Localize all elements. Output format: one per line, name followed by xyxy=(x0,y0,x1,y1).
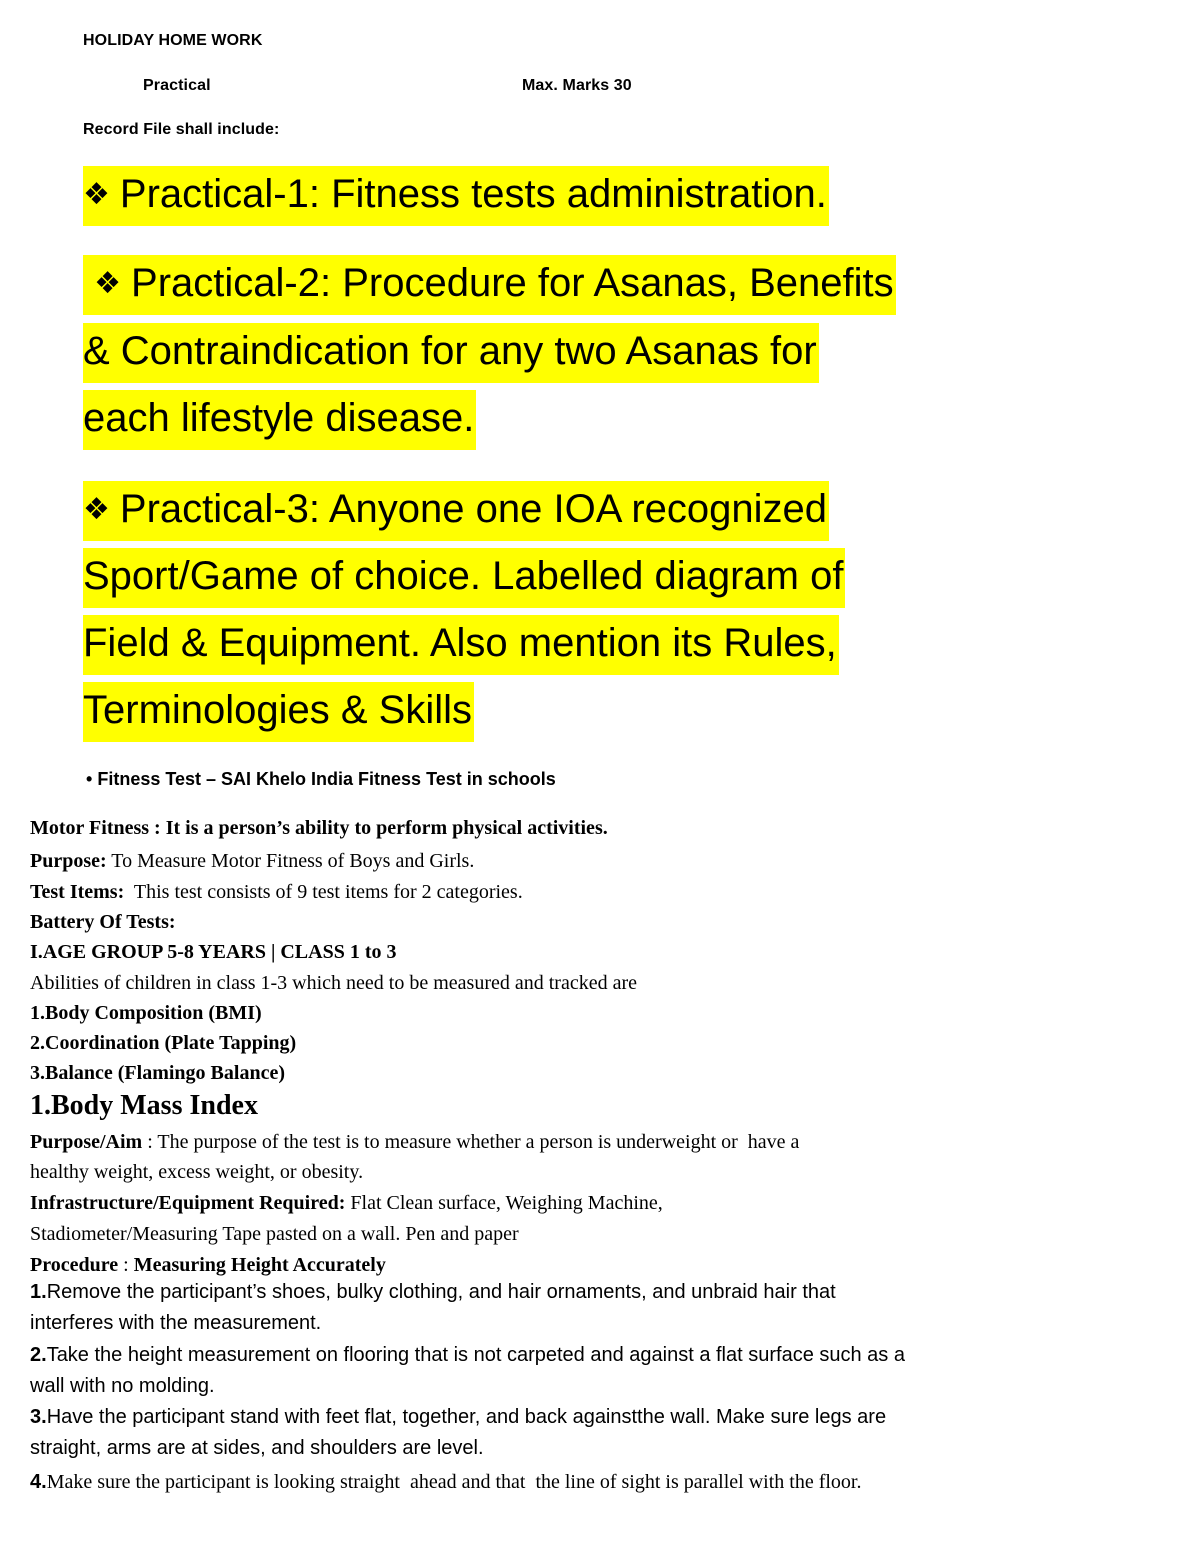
step-4-line: 4.Make sure the participant is looking straight ahead and that the line of sight is parallel with the floor. xyxy=(30,1471,862,1493)
age-group-heading: I.AGE GROUP 5-8 YEARS | CLASS 1 to 3 xyxy=(30,941,397,963)
step-1-line-1: 1.Remove the participant’s shoes, bulky clothing, and hair ornaments, and unbraid hair that xyxy=(30,1281,836,1303)
diamond-bullet-icon: ❖ xyxy=(94,267,122,300)
document-title: HOLIDAY HOME WORK xyxy=(83,32,263,49)
motor-fitness-line: Motor Fitness : It is a person’s ability to perform physical activities. xyxy=(30,817,608,839)
battery-heading: Battery Of Tests: xyxy=(30,911,176,933)
practical-label: Practical xyxy=(143,77,211,94)
bmi-purpose-line-2: healthy weight, excess weight, or obesity. xyxy=(30,1161,364,1183)
max-marks: Max. Marks 30 xyxy=(522,77,632,94)
fitness-test-bullet: • Fitness Test – SAI Khelo India Fitness Test in schools xyxy=(86,769,556,789)
test-items-line: Test Items: This test consists of 9 test items for 2 categories. xyxy=(30,881,523,903)
step-2-line-2: wall with no molding. xyxy=(30,1375,215,1397)
bmi-procedure-line: Procedure : Measuring Height Accurately xyxy=(30,1254,386,1276)
ability-item-2: 2.Coordination (Plate Tapping) xyxy=(30,1032,297,1054)
practical-1: ❖ Practical-1: Fitness tests administration. xyxy=(83,170,829,219)
practical-2-line-1: ❖ Practical-2: Procedure for Asanas, Benefits xyxy=(83,259,896,308)
step-3-line-1: 3.Have the participant stand with feet flat, together, and back againstthe wall. Make sure legs are xyxy=(30,1406,887,1428)
diamond-bullet-icon: ❖ xyxy=(83,178,110,211)
practical-2-line-3: each lifestyle disease. xyxy=(83,394,476,442)
step-3-line-2: straight, arms are at sides, and shoulders are level. xyxy=(30,1437,484,1459)
ability-item-3: 3.Balance (Flamingo Balance) xyxy=(30,1062,285,1084)
bmi-infra-line-1: Infrastructure/Equipment Required: Flat Clean surface, Weighing Machine, xyxy=(30,1192,663,1214)
bmi-heading: 1.Body Mass Index xyxy=(30,1090,258,1121)
step-1-line-2: interferes with the measurement. xyxy=(30,1312,322,1334)
abilities-text: Abilities of children in class 1-3 which need to be measured and tracked are xyxy=(30,972,638,994)
practical-2-line-2: & Contraindication for any two Asanas for xyxy=(83,327,819,375)
record-intro: Record File shall include: xyxy=(83,121,280,138)
practical-3-line-3: Field & Equipment. Also mention its Rules, xyxy=(83,619,839,667)
purpose-line: Purpose: To Measure Motor Fitness of Boys and Girls. xyxy=(30,850,475,872)
bullet-icon: • xyxy=(86,769,93,789)
practical-3-line-2: Sport/Game of choice. Labelled diagram of xyxy=(83,552,845,600)
bmi-infra-line-2: Stadiometer/Measuring Tape pasted on a wall. Pen and paper xyxy=(30,1223,519,1245)
practical-3-line-1: ❖ Practical-3: Anyone one IOA recognized xyxy=(83,485,829,534)
practical-3-line-4: Terminologies & Skills xyxy=(83,686,474,734)
step-2-line-1: 2.Take the height measurement on flooring that is not carpeted and against a flat surface such as a xyxy=(30,1344,905,1366)
bmi-purpose-line-1: Purpose/Aim : The purpose of the test is to measure whether a person is underweight or have a xyxy=(30,1131,800,1153)
diamond-bullet-icon: ❖ xyxy=(83,493,110,526)
ability-item-1: 1.Body Composition (BMI) xyxy=(30,1002,262,1024)
